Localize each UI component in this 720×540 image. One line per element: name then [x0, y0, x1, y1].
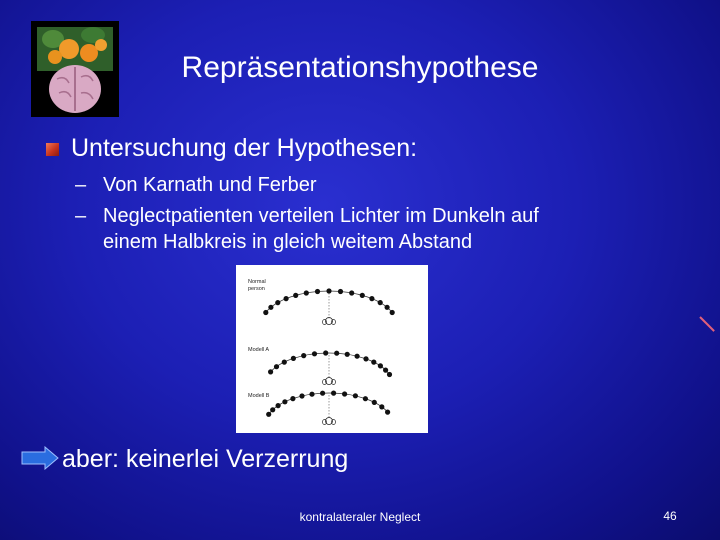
- figure-label-modell-b: Modell B: [248, 393, 270, 399]
- light-dot-modell-b: [385, 410, 390, 415]
- conclusion-text: aber: keinerlei Verzerrung: [62, 445, 349, 473]
- light-dot-modell-b: [266, 412, 271, 417]
- observer-icon-modell-a: [323, 378, 336, 385]
- light-dot-normal: [315, 289, 320, 294]
- light-dot-normal: [360, 293, 365, 298]
- light-dot-normal: [268, 305, 273, 310]
- light-dot-normal: [349, 290, 354, 295]
- footer-text: kontralateraler Neglect: [299, 510, 421, 524]
- subbullet-text: Von Karnath und Ferber: [103, 174, 317, 196]
- light-dot-normal: [338, 289, 343, 294]
- light-dot-normal: [385, 305, 390, 310]
- figure-label-normal-person: Normal: [248, 279, 266, 285]
- light-dot-modell-b: [353, 393, 358, 398]
- decorative-line: [699, 316, 715, 332]
- light-dot-modell-a: [371, 360, 376, 365]
- light-dot-modell-a: [268, 369, 273, 374]
- square-bullet-icon: [46, 143, 59, 156]
- subbullet-dash: –: [75, 205, 87, 227]
- light-dot-modell-a: [345, 352, 350, 357]
- subbullet-dash: –: [75, 174, 87, 196]
- light-dot-normal: [390, 310, 395, 315]
- light-dot-modell-b: [331, 391, 336, 396]
- light-dot-modell-a: [383, 368, 388, 373]
- light-dot-normal: [378, 300, 383, 305]
- experiment-figure: [236, 265, 428, 433]
- light-dot-modell-a: [282, 360, 287, 365]
- subbullet-text: einem Halbkreis in gleich weitem Abstand: [103, 231, 473, 253]
- light-dot-modell-b: [290, 396, 295, 401]
- subbullet-text: Neglectpatienten verteilen Lichter im Dunkeln auf: [103, 205, 539, 227]
- brain-fruit-icon: [31, 21, 119, 117]
- light-dot-modell-a: [301, 353, 306, 358]
- light-dot-modell-b: [309, 392, 314, 397]
- light-dot-modell-a: [323, 350, 328, 355]
- light-dot-modell-a: [274, 364, 279, 369]
- light-dot-modell-a: [387, 372, 392, 377]
- light-dot-modell-b: [342, 391, 347, 396]
- light-dot-modell-a: [378, 363, 383, 368]
- light-dot-modell-b: [276, 403, 281, 408]
- light-dot-normal: [369, 296, 374, 301]
- page-number: 46: [663, 509, 677, 523]
- semicircle-diagram: [236, 265, 428, 433]
- light-dot-modell-b: [270, 407, 275, 412]
- bullet-text: Untersuchung der Hypothesen:: [71, 134, 418, 162]
- light-dot-normal: [326, 288, 331, 293]
- light-dot-modell-b: [282, 399, 287, 404]
- light-dot-modell-b: [299, 393, 304, 398]
- light-dot-modell-b: [363, 396, 368, 401]
- light-dot-normal: [293, 293, 298, 298]
- light-dot-modell-a: [355, 354, 360, 359]
- right-arrow-icon: [21, 446, 59, 475]
- light-dot-modell-b: [372, 400, 377, 405]
- light-dot-modell-a: [363, 356, 368, 361]
- light-dot-modell-a: [312, 351, 317, 356]
- light-dot-normal: [263, 310, 268, 315]
- figure-label-normal-person-line2: person: [248, 286, 265, 292]
- light-dot-modell-a: [334, 351, 339, 356]
- brain-fruit-logo: [31, 21, 119, 117]
- light-dot-modell-b: [320, 391, 325, 396]
- light-dot-normal: [304, 290, 309, 295]
- slide-title: Repräsentationshypothese: [181, 51, 539, 84]
- figure-label-modell-a: Modell A: [248, 347, 270, 353]
- observer-icon-modell-b: [323, 418, 336, 425]
- light-dot-normal: [275, 300, 280, 305]
- light-dot-modell-b: [379, 404, 384, 409]
- light-dot-normal: [284, 296, 289, 301]
- light-dot-modell-a: [291, 356, 296, 361]
- observer-icon-normal: [323, 318, 336, 325]
